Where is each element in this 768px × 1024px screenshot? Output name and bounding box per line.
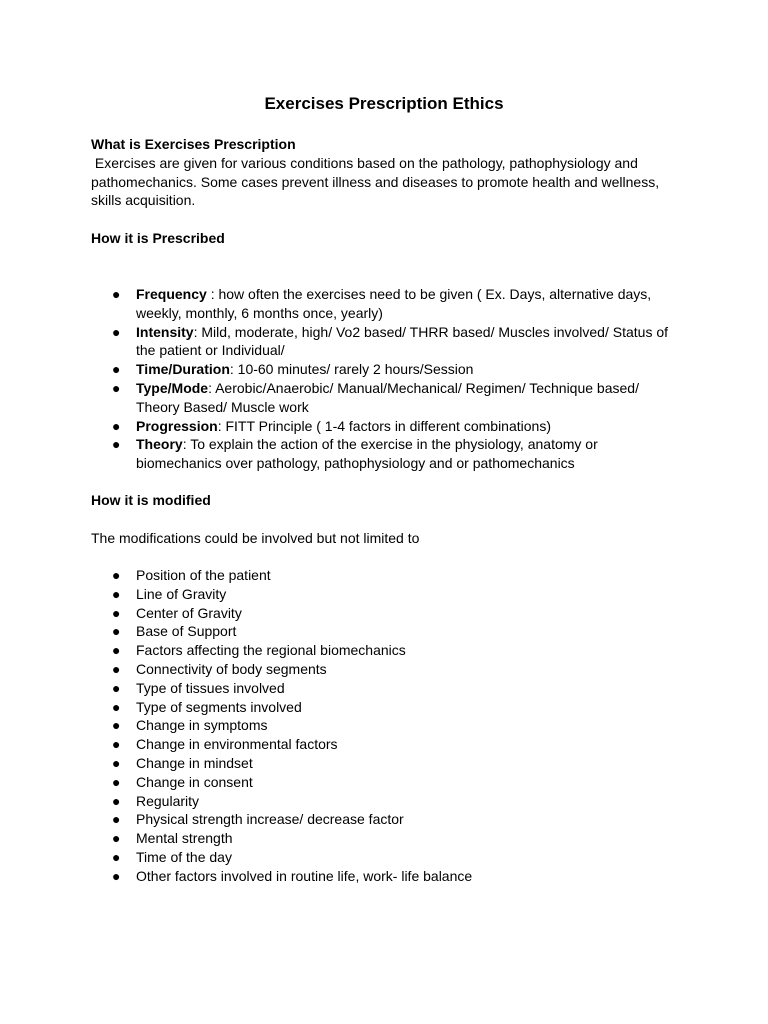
term-label: Progression (136, 417, 218, 434)
section-heading: What is Exercises Prescription (91, 136, 296, 152)
bullet-icon: ● (112, 585, 121, 602)
section-how-modified (91, 491, 678, 510)
bullet-icon: ● (112, 754, 121, 771)
modification-list-container (91, 566, 678, 886)
term-label: Theory (136, 436, 183, 453)
bullet-icon: ● (112, 660, 121, 677)
section-heading: How it is Prescribed (91, 230, 225, 246)
list-item-text: Change in symptoms (136, 717, 268, 734)
bullet-icon: ● (112, 604, 121, 621)
section-intro: The modifications could be involved but not limited to (91, 530, 420, 546)
list-item-text: Change in environmental factors (136, 736, 338, 753)
list-item-text: Position of the patient (136, 567, 271, 583)
bullet-icon: ● (112, 623, 121, 640)
list-item (91, 735, 678, 754)
list-item (91, 773, 678, 792)
bullet-icon: ● (112, 567, 121, 583)
section-how-prescribed (91, 229, 678, 248)
list-item-text: Connectivity of body segments (136, 660, 327, 677)
term-label: Frequency (136, 286, 207, 302)
list-item-text: Time of the day (136, 848, 232, 865)
list-item (91, 585, 678, 604)
bullet-icon: ● (112, 736, 121, 753)
term-label: Time/Duration (136, 361, 230, 378)
term-description: : FITT Principle ( 1-4 factors in different combinations) (217, 417, 551, 434)
list-item-text: Type of segments involved (136, 698, 302, 715)
list-item-text: Regularity (136, 792, 200, 809)
list-item (91, 829, 678, 848)
list-item (91, 754, 678, 773)
term-description: : Mild, moderate, high/ Vo2 based/ THRR based/ Muscles involved/ Status of the patient or Individual/ (136, 323, 669, 359)
bullet-icon: ● (112, 361, 121, 378)
term-description: : 10-60 minutes/ rarely 2 hours/Session (229, 361, 474, 378)
list-item (91, 848, 678, 867)
bullet-icon: ● (112, 679, 121, 696)
section-body: Exercises are given for various conditions based on the pathology, pathophysiology and pathomechanics. Some cases prevent illness and diseases to promote health and wellness, skills acquisition. (91, 154, 663, 209)
list-item-text: Physical strength increase/ decrease factor (136, 811, 404, 828)
list-item (91, 660, 678, 679)
list-item-text: Factors affecting the regional biomechanics (136, 642, 406, 659)
list-item-text: Center of Gravity (136, 604, 242, 621)
list-item-text: Type of tissues involved (136, 679, 285, 696)
list-item (91, 679, 678, 698)
bullet-icon: ● (112, 642, 121, 659)
bullet-icon: ● (112, 698, 121, 715)
modification-factor-list (91, 566, 678, 886)
list-item (91, 566, 678, 585)
list-item (91, 622, 678, 641)
list-item (91, 360, 678, 379)
list-item (91, 698, 678, 717)
bullet-icon: ● (112, 792, 121, 809)
list-item (91, 810, 678, 829)
bullet-icon: ● (112, 811, 121, 828)
term-description: : Aerobic/Anaerobic/ Manual/Mechanical/ Regimen/ Technique based/ Theory Based/ Muscle work (136, 379, 639, 415)
bullet-icon: ● (112, 417, 121, 434)
list-item-text: Base of Support (136, 623, 237, 640)
bullet-icon: ● (112, 379, 121, 396)
bullet-icon: ● (112, 830, 121, 847)
bullet-icon: ● (112, 867, 121, 884)
term-description: : how often the exercises need to be given ( Ex. Days, alternative days, weekly, monthly, 6 months once, yearly) (136, 286, 656, 321)
list-item (91, 435, 678, 473)
prescription-list-container (91, 285, 678, 473)
list-item (91, 792, 678, 811)
bullet-icon: ● (112, 323, 121, 340)
list-item-text: Change in consent (136, 773, 253, 790)
term-label: Intensity (136, 323, 194, 340)
list-item (91, 641, 678, 660)
prescription-factor-list (91, 285, 678, 473)
bullet-icon: ● (112, 717, 121, 734)
list-item (91, 379, 678, 417)
list-item-text: Line of Gravity (136, 585, 227, 602)
list-item (91, 716, 678, 735)
list-item (91, 604, 678, 623)
list-item-text: Mental strength (136, 830, 233, 847)
bullet-icon: ● (112, 773, 121, 790)
list-item-text: Other factors involved in routine life, work- life balance (136, 867, 473, 884)
bullet-icon: ● (112, 286, 121, 302)
list-item (91, 323, 678, 361)
list-item (91, 867, 678, 886)
term-description: : To explain the action of the exercise in the physiology, anatomy or biomechanics over pathology, pathophysiology and or pathomechanics (136, 436, 598, 472)
term-label: Type/Mode (136, 379, 209, 396)
modification-intro-container (91, 529, 678, 548)
list-item (91, 417, 678, 436)
bullet-icon: ● (112, 848, 121, 865)
page-title: Exercises Prescription Ethics (264, 94, 504, 113)
list-item (91, 285, 678, 323)
section-heading: How it is modified (91, 492, 211, 508)
list-item-text: Change in mindset (136, 754, 253, 771)
bullet-icon: ● (112, 436, 121, 453)
section-what-is (91, 135, 678, 210)
